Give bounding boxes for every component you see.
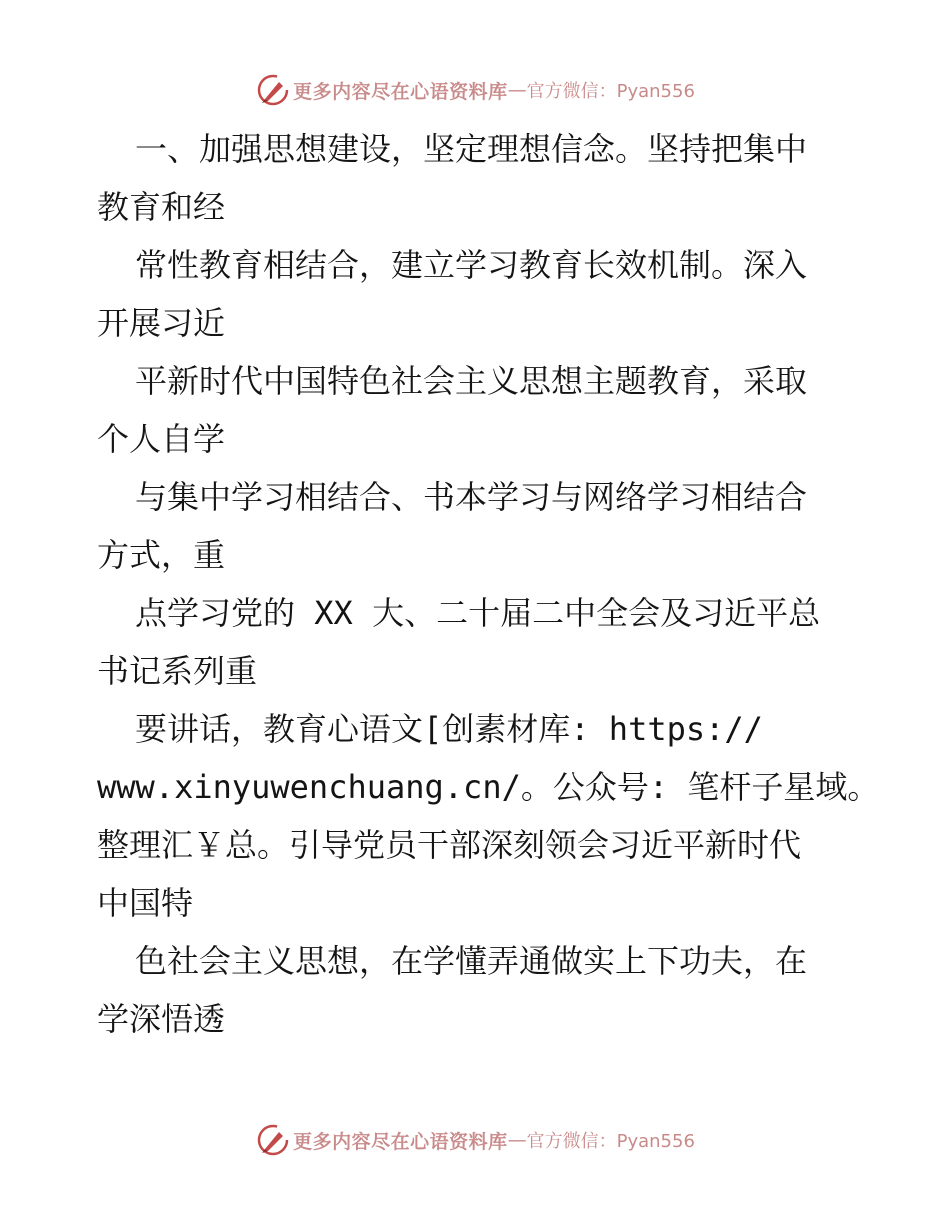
body-line: 一、加强思想建设，坚定理想信念。坚持把集中 bbox=[135, 130, 808, 168]
body-line: 教育和经 bbox=[97, 188, 226, 226]
header-banner bbox=[0, 70, 950, 110]
body-line: 学深悟透 bbox=[97, 1000, 226, 1038]
body-line: 常性教育相结合，建立学习教育长效机制。深入 bbox=[135, 246, 808, 284]
body-line: www.xinyuwenchuang.cn/。公众号: 笔杆子星域。 bbox=[97, 768, 880, 806]
body-line: 开展习近 bbox=[97, 304, 226, 342]
body-line: 方式，重 bbox=[97, 536, 226, 574]
body-line: 整理汇￥总。引导党员干部深刻领会习近平新时代 bbox=[97, 826, 802, 864]
footer-banner-wechat: 官方微信：Pyan556 bbox=[526, 1131, 695, 1152]
body-line: 中国特 bbox=[97, 884, 194, 922]
body-line: 书记系列重 bbox=[97, 652, 258, 690]
pen-nib-logo-icon bbox=[255, 72, 291, 108]
body-line: 要讲话，教育心语文[创素材库: https:// bbox=[135, 710, 763, 748]
header-banner-separator: — bbox=[507, 79, 527, 101]
body-line: 点学习党的 XX 大、二十届二中全会及习近平总 bbox=[135, 594, 821, 632]
footer-banner-separator: — bbox=[507, 1129, 527, 1151]
document-body bbox=[97, 120, 880, 1048]
footer-banner bbox=[0, 1120, 950, 1160]
header-banner-wechat: 官方微信：Pyan556 bbox=[526, 81, 695, 102]
body-line: 与集中学习相结合、书本学习与网络学习相结合 bbox=[135, 478, 808, 516]
body-line: 色社会主义思想，在学懂弄通做实上下功夫，在 bbox=[135, 942, 808, 980]
footer-banner-lead: 更多内容尽在心语资料库 bbox=[293, 1130, 508, 1153]
body-line: 个人自学 bbox=[97, 420, 226, 458]
pen-nib-logo-icon bbox=[255, 1122, 291, 1158]
header-banner-lead: 更多内容尽在心语资料库 bbox=[293, 80, 508, 103]
body-line: 平新时代中国特色社会主义思想主题教育，采取 bbox=[135, 362, 808, 400]
